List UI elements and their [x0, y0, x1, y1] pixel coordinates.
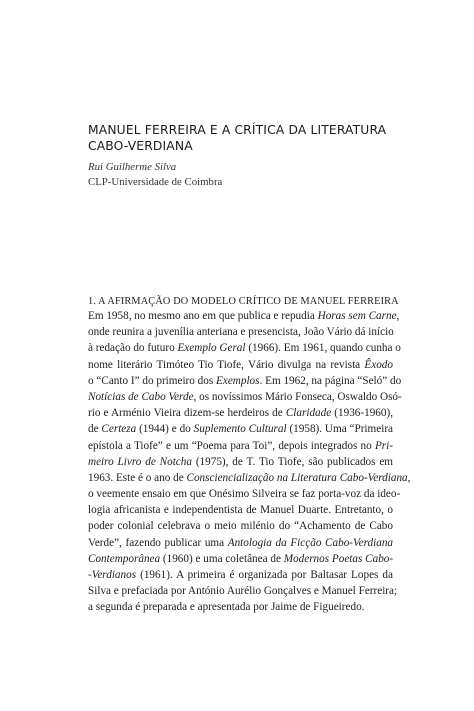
text-run: (1961). A primeira é organizada por Baltasar Lopes da [136, 569, 393, 581]
text-line [88, 405, 393, 421]
text-run: a segunda é preparada e apresentada por Jaime de Figueiredo. [88, 601, 365, 614]
italic-text-run: Exemplo Geral [177, 342, 246, 355]
text-line [88, 535, 393, 551]
author-affiliation: CLP-Universidade de Coimbra [88, 176, 223, 188]
italic-text-run: Modernos Poetas Cabo- [283, 552, 394, 565]
italic-text-run: -Verdianos [88, 569, 137, 581]
text-run: (1960) e uma coletânea de [160, 552, 284, 565]
italic-text-run: Suplemento Cultural [193, 423, 287, 436]
italic-text-run: Consciencialização na Literatura Cabo-Verdiana [186, 471, 408, 484]
text-line [88, 308, 400, 324]
title-line-2: CABO-VERDIANA [88, 139, 193, 153]
text-line [88, 324, 393, 340]
text-run: à redação do futuro [88, 342, 178, 355]
italic-text-run: Exemplos [216, 374, 260, 387]
text-line [88, 583, 398, 599]
text-run: , os novíssimos Mário Fonseca, Oswaldo Osó- [193, 390, 402, 403]
author-name: Rui Guilherme Silva [88, 161, 177, 173]
text-line [88, 357, 393, 373]
section-heading: 1. A AFIRMAÇÃO DO MODELO CRÍTICO DE MANUEL FERREIRA [88, 296, 399, 307]
text-line [88, 438, 393, 454]
text-run: , [396, 310, 400, 322]
text-run: poder colonial celebrava o meio milénio do “Achamento de Cabo [88, 520, 393, 533]
text-run: logia africanista e independentista de Manuel Duarte. Entretanto, o [88, 504, 393, 517]
text-run: Silva e prefaciada por António Aurélio Gonçalves e Manuel Ferreira; [88, 585, 398, 598]
italic-text-run: Horas sem Carne [317, 310, 397, 322]
text-line [88, 373, 402, 389]
italic-text-run: Antologia da Ficção Cabo-Verdiana [227, 536, 394, 549]
italic-text-run: Contemporânea [88, 552, 161, 565]
text-run: Verde”, fazendo publicar uma [88, 536, 228, 549]
title-line-1: MANUEL FERREIRA E A CRÍTICA DA LITERATURA [88, 123, 387, 137]
text-line [88, 502, 393, 518]
text-run: , [407, 471, 411, 484]
body-paragraph [88, 308, 411, 616]
italic-text-run: Claridade [285, 407, 332, 420]
text-run: nome literário Timóteo Tio Tiofe, Vário divulga na revista [88, 358, 365, 371]
text-run: o “Canto I” do primeiro dos [88, 374, 217, 387]
text-run: (1936-1960), [331, 407, 393, 420]
text-run: . Em 1962, na página “Seló” do [259, 374, 402, 387]
italic-text-run: Notícias de Cabo Verde [88, 390, 194, 403]
text-run: (1966). Em 1961, quando cunha o [245, 342, 401, 355]
text-run: rio e Arménio Vieira dizem-se herdeiros de [88, 407, 286, 420]
article-title [88, 122, 418, 154]
text-run: Em 1958, no mesmo ano em que publica e repudia [88, 310, 318, 322]
text-line [88, 421, 393, 437]
text-run: de [88, 423, 102, 436]
text-line [88, 340, 401, 356]
text-line [88, 486, 401, 502]
text-run: onde reunira a juvenília anteriana e presencista, João Vário dá início [88, 326, 394, 339]
text-line [88, 470, 411, 486]
text-run: 1963. Este é o ano de [88, 471, 187, 484]
text-line [88, 389, 402, 405]
text-run: (1958). Uma “Primeira [286, 423, 394, 436]
italic-text-run: meiro Livro de Notcha [88, 455, 192, 468]
text-line [88, 518, 393, 534]
text-line [88, 551, 393, 567]
text-run: (1944) e do [136, 423, 194, 436]
italic-text-run: Pri- [374, 439, 393, 452]
text-line [88, 567, 393, 583]
text-run: epístola a Tiofe” e um “Poema para Toi”, depois integrados no [88, 439, 375, 452]
italic-text-run: Certeza [101, 423, 137, 436]
text-run: o veemente ensaio em que Onésimo Silveira se faz porta-voz da ideo- [88, 488, 401, 501]
text-line [88, 454, 393, 470]
text-run: (1975), de T. Tio Tiofe, são publicados em [191, 455, 394, 468]
italic-text-run: Êxodo [364, 358, 393, 371]
text-line [88, 599, 393, 615]
